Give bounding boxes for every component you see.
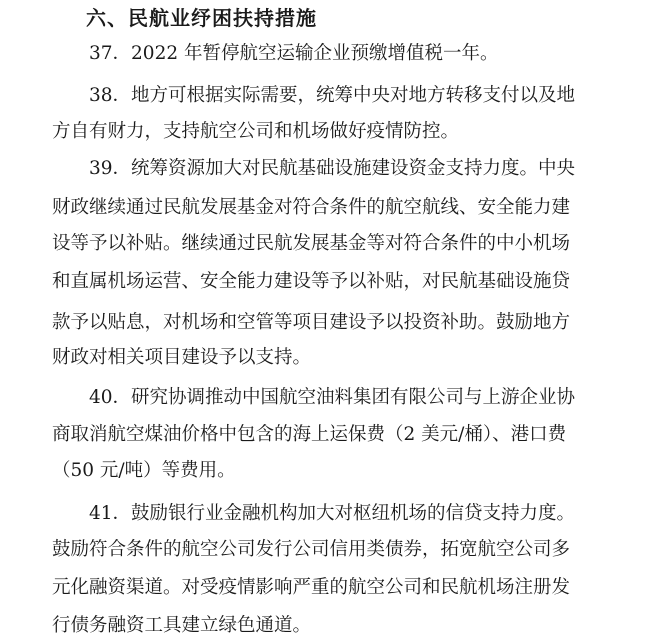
text-line: （50 元/吨）等费用。 — [52, 460, 236, 481]
text-line: 款予以贴息，对机场和空管等项目建设予以投资补助。鼓励地方 — [52, 312, 571, 333]
text-line: 40．研究协调推动中国航空油料集团有限公司与上游企业协 — [89, 387, 576, 408]
text-line: 行债务融资工具建立绿色通道。 — [52, 615, 312, 636]
section-heading: 六、民航业纾困扶持措施 — [86, 6, 317, 30]
text-line: 方自有财力，支持航空公司和机场做好疫情防控。 — [52, 121, 460, 142]
text-line: 商取消航空煤油价格中包含的海上运保费（2 美元/桶）、港口费 — [52, 424, 567, 445]
text-line: 37．2022 年暂停航空运输企业预缴增值税一年。 — [89, 43, 499, 64]
text-line: 设等予以补贴。继续通过民航发展基金等对符合条件的中小机场 — [52, 233, 571, 254]
text-line: 财政对相关项目建设予以支持。 — [52, 347, 312, 368]
text-line: 元化融资渠道。对受疫情影响严重的航空公司和民航机场注册发 — [52, 577, 571, 598]
text-line: 和直属机场运营、安全能力建设等予以补贴，对民航基础设施贷 — [52, 271, 571, 292]
text-line: 39．统筹资源加大对民航基础设施建设资金支持力度。中央 — [89, 158, 576, 179]
text-line: 鼓励符合条件的航空公司发行公司信用类债券，拓宽航空公司多 — [52, 539, 571, 560]
text-line: 41．鼓励银行业金融机构加大对枢纽机场的信贷支持力度。 — [89, 503, 576, 524]
text-line: 财政继续通过民航发展基金对符合条件的航空航线、安全能力建 — [52, 197, 571, 218]
text-line: 38．地方可根据实际需要，统筹中央对地方转移支付以及地 — [89, 85, 576, 106]
